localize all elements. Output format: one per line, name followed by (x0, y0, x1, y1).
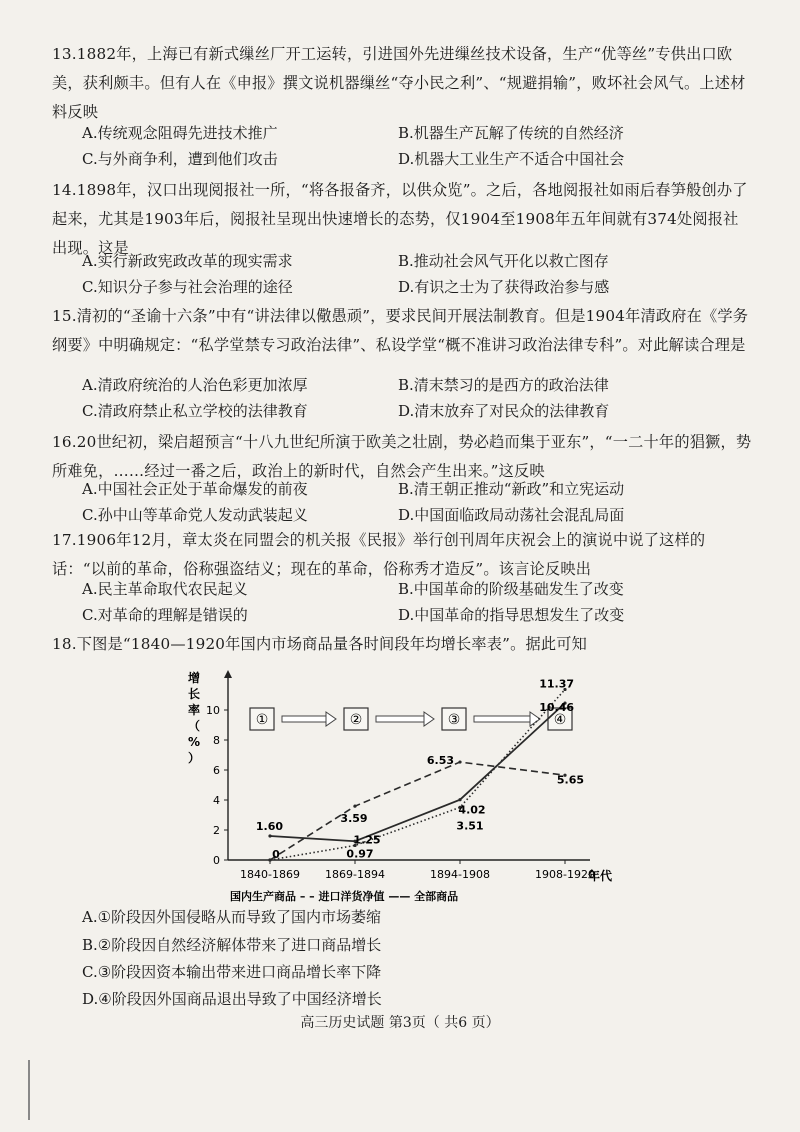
x-tick-label: 1894-1908 (430, 868, 490, 881)
q17-option-d: D.中国革命的指导思想发生了改变 (398, 606, 625, 624)
q16-option-a: A.中国社会正处于革命爆发的前夜 (82, 480, 308, 498)
q13-option-d: D.机器大工业生产不适合中国社会 (398, 150, 625, 168)
q14-option-d: D.有识之士为了获得政治参与感 (398, 278, 610, 296)
data-value-label: 1.25 (353, 833, 381, 847)
x-tick-label: 1869-1894 (325, 868, 385, 881)
data-point-dashed (268, 858, 271, 861)
stage-marker-label: ④ (553, 712, 567, 728)
stage-arrow-head (424, 712, 434, 726)
y-tick-label: 8 (213, 734, 220, 747)
q17-option-a: A.民主革命取代农民起义 (82, 580, 248, 598)
q16-option-c: C.孙中山等革命党人发动武装起义 (82, 506, 308, 524)
q14-option-c: C.知识分子参与社会治理的途径 (82, 278, 293, 296)
svg-text:增长率（%）: 增长率（%） (188, 671, 201, 765)
q15-option-d: D.清末放弃了对民众的法律教育 (398, 402, 610, 420)
stage-arrow-shaft (376, 716, 424, 722)
data-point-dashed (458, 760, 461, 763)
question-18-stem: 18.下图是“1840—1920年国内市场商品量各时间段年均增长率表”。据此可知 (52, 635, 588, 653)
series-line-solid (270, 703, 565, 841)
chart-legend: 国内生产商品 – – 进口洋货净值 —— 全部商品 (230, 890, 459, 903)
q16-option-d: D.中国面临政局动荡社会混乱局面 (398, 506, 625, 524)
y-axis-label (188, 670, 200, 765)
data-value-label: 3.59 (340, 812, 368, 826)
stage-arrow-shaft (282, 716, 326, 722)
q15-option-a: A.清政府统治的人治色彩更加浓厚 (82, 376, 308, 394)
question-17-stem: 17.1906年12月，章太炎在同盟会的机关报《民报》举行创刊周年庆祝会上的演说中说了这样的话：“以前的革命，俗称强盗结义；现在的革命，俗称秀才造反”。该言论反映出 (52, 531, 706, 578)
stage-arrow-head (326, 712, 336, 726)
data-point-solid (458, 798, 461, 801)
data-value-label: 1.60 (255, 820, 283, 833)
data-value-label: 0.97 (346, 847, 374, 861)
q18-option-d: D.④阶段因外国商品退出导致了中国经济增长 (82, 990, 382, 1008)
q13-option-c: C.与外商争利，遭到他们攻击 (82, 150, 278, 168)
q18-option-a: A.①阶段因外国侵略从而导致了国内市场萎缩 (82, 908, 382, 926)
stage-arrow-shaft (474, 716, 530, 722)
growth-rate-chart (170, 668, 640, 908)
q14-option-a: A.实行新政宪政改革的现实需求 (82, 252, 293, 270)
y-tick-label: 2 (213, 824, 220, 837)
question-16-stem: 16.20世纪初，梁启超预言“十八九世纪所演于欧美之壮剧，势必趋而集于亚东”，“一二十年的猖獗，势所难免，……经过一番之后，政治上的新时代，自然会产生出来。”这反映 (52, 433, 752, 480)
series-line-dotted (270, 689, 565, 860)
q18-option-b: B.②阶段因自然经济解体带来了进口商品增长 (82, 936, 382, 954)
data-value-label: 5.65 (556, 773, 584, 787)
x-tick-label: 1908-1920 (535, 868, 595, 881)
question-14-stem: 14.1898年，汉口出现阅报社一所，“将各报备齐，以供众览”。之后，各地阅报社如雨后春笋般创办了起来，尤其是1903年后，阅报社呈现出快速增长的态势，仅1904至1908年五年间就有374处阅报社出现。这是 (52, 181, 748, 257)
stage-marker-label: ③ (447, 712, 461, 728)
q17-option-c: C.对革命的理解是错误的 (82, 606, 248, 624)
q17-option-b: B.中国革命的阶级基础发生了改变 (398, 580, 624, 598)
data-point-dashed (353, 805, 356, 808)
q15-option-c: C.清政府禁止私立学校的法律教育 (82, 402, 308, 420)
q16-option-b: B.清王朝正推动“新政”和立宪运动 (398, 480, 625, 498)
data-value-label: 3.51 (456, 819, 484, 833)
data-value-label: 6.53 (426, 754, 454, 768)
y-tick-label: 4 (213, 794, 220, 807)
y-axis-arrow (224, 670, 232, 678)
question-13-stem: 13.1882年，上海已有新式缫丝厂开工运转，引进国外先进缫丝技术设备，生产“优等丝”专供出口欧美，获利颇丰。但有人在《申报》撰文说机器缫丝“夺小民之利”、“规避捐输”，败坏社会风气。上述材料反映 (52, 45, 746, 121)
series-line-dashed (270, 762, 565, 860)
x-axis-label: 年代 (588, 869, 613, 883)
stage-marker-label: ① (255, 712, 269, 728)
y-tick-label: 6 (213, 764, 220, 777)
question-15-stem: 15.清初的“圣谕十六条”中有“讲法律以儆愚顽”，要求民间开展法制教育。但是1904年清政府在《学务纲要》中明确规定：“私学堂禁专习政治法律”、私设学堂“概不准讲习政治法律专科”。对此解读合理是 (52, 307, 749, 354)
x-tick-label: 1840-1869 (240, 868, 300, 881)
data-value-label: 4.02 (458, 803, 486, 817)
data-value-label: 0 (272, 848, 280, 861)
stage-marker-label: ② (349, 712, 363, 728)
q13-option-a: A.传统观念阻碍先进技术推广 (82, 124, 278, 142)
q18-option-c: C.③阶段因资本输出带来进口商品增长率下降 (82, 963, 382, 981)
data-point-solid (268, 834, 271, 837)
margin-scan-mark (28, 1060, 34, 1120)
q13-option-b: B.机器生产瓦解了传统的自然经济 (398, 124, 624, 142)
data-value-label: 10.46 (539, 701, 574, 715)
y-tick-label: 10 (206, 704, 220, 717)
data-value-label: 11.37 (539, 677, 574, 691)
y-tick-label: 0 (213, 854, 220, 867)
q15-option-b: B.清末禁习的是西方的政治法律 (398, 376, 609, 394)
page-footer: 高三历史试题 第3页（ 共6 页） (300, 1015, 500, 1031)
q14-option-b: B.推动社会风气开化以救亡图存 (398, 252, 609, 270)
